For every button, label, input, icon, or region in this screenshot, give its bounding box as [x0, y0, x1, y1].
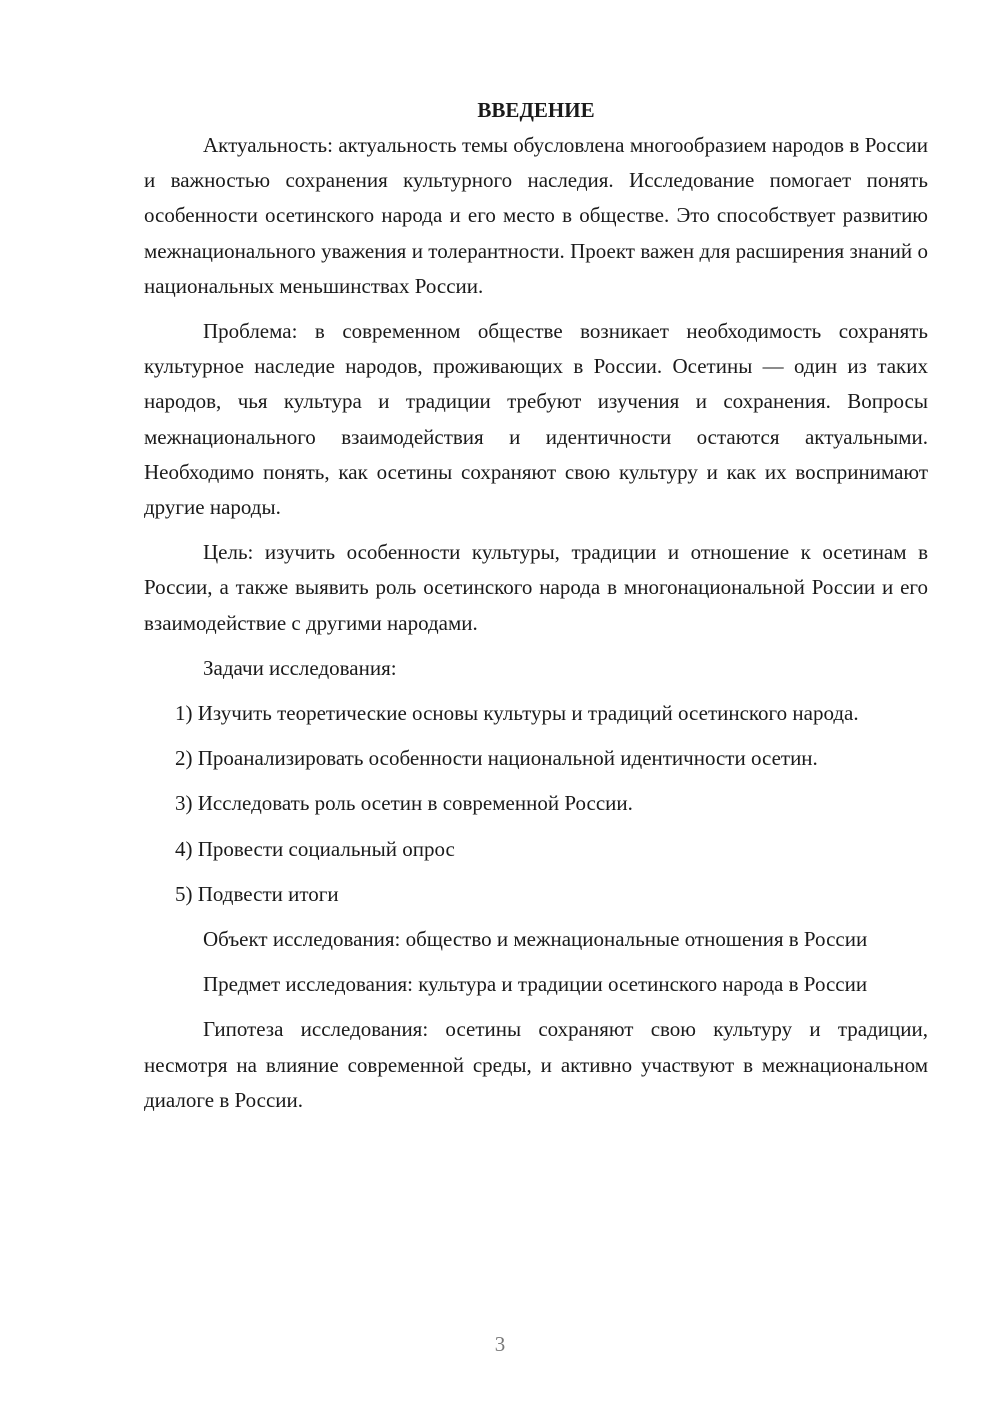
list-item: 1) Изучить теоретические основы культуры и традиций осетинского народа. [175, 701, 859, 726]
hypothesis-paragraph: Гипотеза исследования: осетины сохраняют свою культуру и традиции, несмотря на влияние современной среды, и активно участвуют в межнациональном диалоге в России. [144, 1017, 928, 1112]
list-item: 5) Подвести итоги [175, 881, 339, 906]
goal-paragraph: Цель: изучить особенности культуры, традиции и отношение к осетинам в России, а также выявить роль осетинского народа в многонациональной России и его взаимодействие с другими народами. [144, 540, 928, 635]
tasks-list [144, 696, 928, 912]
list-item: 2) Проанализировать особенности национальной идентичности осетин. [175, 746, 818, 771]
list-item: 4) Провести социальный опрос [175, 836, 455, 861]
document-page [144, 92, 928, 1118]
problem-paragraph: Проблема: в современном обществе возникает необходимость сохранять культурное наследие народов, проживающих в России. Осетины — один из таких народов, чья культура и традиции требуют изучения и сохранения. Вопросы межнационального взаимодействия и идентичности остаются актуальными. Необходимо понять, как осетины сохраняют свою культуру и как их воспринимают другие народы. [144, 319, 928, 520]
subject-paragraph: Предмет исследования: культура и традиции осетинского народа в России [203, 972, 868, 997]
object-paragraph: Объект исследования: общество и межнациональные отношения в России [203, 927, 868, 952]
list-item: 3) Исследовать роль осетин в современной России. [175, 791, 633, 816]
tasks-heading: Задачи исследования: [203, 655, 397, 680]
relevance-paragraph: Актуальность: актуальность темы обусловлена многообразием народов в России и важностью сохранения культурного наследия. Исследование помогает понять особенности осетинского народа и его место в обществе. Это способствует развитию межнационального уважения и толерантности. Проект важен для расширения знаний о национальных меньшинствах России. [144, 133, 928, 298]
page-number: 3 [494, 1332, 506, 1356]
section-heading: ВВЕДЕНИЕ [477, 98, 595, 122]
